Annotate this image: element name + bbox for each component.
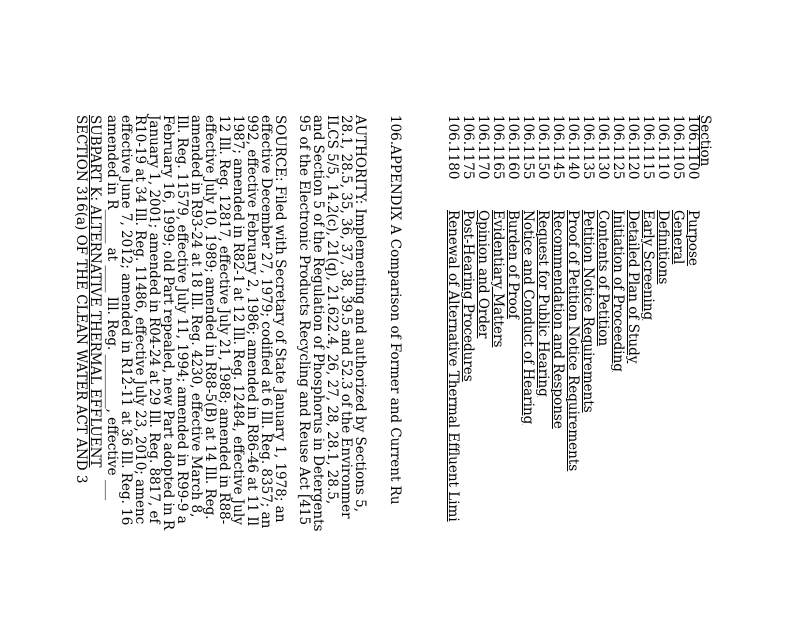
toc-number: 106.1150 bbox=[535, 115, 551, 180]
authority-line: 28.1, 28.5, 35, 36, 37, 38, 39.5 and 52.3 of the Environmer bbox=[338, 115, 354, 519]
toc-title: Initiation of Proceeding bbox=[610, 210, 626, 372]
source-line: amended in R93-24 at 18 Ill. Reg. 4230, effective March 8, bbox=[188, 115, 204, 518]
toc-title: Purpose bbox=[685, 210, 701, 266]
rotated-text-block bbox=[72, 115, 712, 618]
toc-title: General bbox=[670, 210, 686, 265]
toc-title: Request for Public Hearing bbox=[535, 210, 551, 397]
toc-title: Renewal of Alternative Thermal Effluent Limi bbox=[445, 210, 461, 522]
toc-title: Detailed Plan of Study bbox=[625, 210, 641, 364]
authority-line: and Section 5 of the Regulation of Phosphorus in Detergents bbox=[310, 115, 326, 532]
toc-title: Proof of Petition Notice Requirements bbox=[565, 210, 581, 472]
source-line: SOURCE: Filed with Secretary of State January 1, 1978; an bbox=[272, 115, 288, 523]
authority-line: AUTHORITY: Implementing and authorized by Sections 5, bbox=[352, 115, 368, 512]
toc-number: 106.1170 bbox=[475, 115, 491, 180]
toc-number: 106.1155 bbox=[520, 115, 536, 180]
subpart-k-heading: SUBPART K: ALTERNATIVE THERMAL EFFLUENT bbox=[87, 115, 103, 468]
toc-number: 106.1145 bbox=[550, 115, 566, 180]
toc-number: 106.1140 bbox=[565, 115, 581, 180]
source-line: effective June 7, 2012; amended in R12-11 at 36 Ill. Reg. 16 bbox=[118, 115, 134, 526]
source-line: 12 Ill. Reg. 12817, effective July 21, 1988; amended in R88- bbox=[216, 115, 232, 525]
toc-title: Evidentiary Matters bbox=[490, 210, 506, 348]
toc-number: 106.1160 bbox=[505, 115, 521, 180]
section-316a-heading: SECTION 316(a) OF THE CLEAN WATER ACT AND 3 bbox=[73, 115, 89, 484]
toc-number: 106.1125 bbox=[610, 115, 626, 180]
toc-title: Notice and Conduct of Hearing bbox=[520, 210, 536, 425]
source-line: effective December 27, 1979; codified at 6 Ill. Reg. 8357; an bbox=[258, 115, 274, 529]
toc-number: 106.1130 bbox=[595, 115, 611, 180]
source-line: R10-19 at 34 Ill. Reg. 11486, effective July 23, 2010; amenc bbox=[132, 115, 148, 525]
section-heading: Section bbox=[697, 115, 713, 167]
toc-number: 106.1115 bbox=[640, 115, 656, 180]
toc-number: 106.1105 bbox=[670, 115, 686, 180]
toc-number: 106.1135 bbox=[580, 115, 596, 180]
toc-title: Post-Hearing Procedures bbox=[460, 210, 476, 382]
toc-number: 106.1165 bbox=[490, 115, 506, 180]
toc-number: 106.1180 bbox=[445, 115, 461, 180]
toc-title: Petition Notice Requirements bbox=[580, 210, 596, 413]
source-line: January 1, 2001; amended in R04-24 at 29 Ill. Reg. 8817, ef bbox=[146, 115, 162, 524]
toc-title: Early Screening bbox=[640, 210, 656, 321]
appendix-line: 106.APPENDIX A Comparison of Former and Current Ru bbox=[387, 115, 403, 505]
toc-number: 106.1175 bbox=[460, 115, 476, 180]
toc-title: Recommendation and Response bbox=[550, 210, 566, 429]
toc-title: Contents of Petition bbox=[595, 210, 611, 347]
source-line: February 16, 1999; old Part repealed, new Part adopted in R bbox=[160, 115, 176, 531]
source-line: 1987; amended in R82-1 at 12 Ill. Reg. 12484, effective July bbox=[230, 115, 246, 525]
toc-number: 106.1100 bbox=[685, 115, 701, 180]
toc-title: Opinion and Order bbox=[475, 210, 491, 339]
authority-line: ILCS 5/5, 14.2(c), 21(q), 21.622.4, 26, 27, 28, 28.1, 28.5, bbox=[324, 115, 340, 505]
source-line: Ill. Reg. 11579, effective July 11, 1994; amended in R99-9 a bbox=[174, 115, 190, 524]
toc-title: Burden of Proof bbox=[505, 210, 521, 319]
toc-number: 106.1110 bbox=[655, 115, 671, 180]
authority-line: 95 of the Electronic Products Recycling and Reuse Act [415 bbox=[296, 115, 312, 526]
toc-title: Definitions bbox=[655, 210, 671, 285]
toc-number: 106.1120 bbox=[625, 115, 641, 180]
source-line: effective July 10, 1989; amended in R88-5(B) at 14 Ill. Reg. bbox=[202, 115, 218, 520]
source-line: amended in R_____ at ____ Ill. Reg. ________, effective ___ bbox=[104, 115, 120, 501]
source-line: 992, effective February 2, 1986; amended in R86-46 at 11 Il bbox=[244, 115, 260, 526]
